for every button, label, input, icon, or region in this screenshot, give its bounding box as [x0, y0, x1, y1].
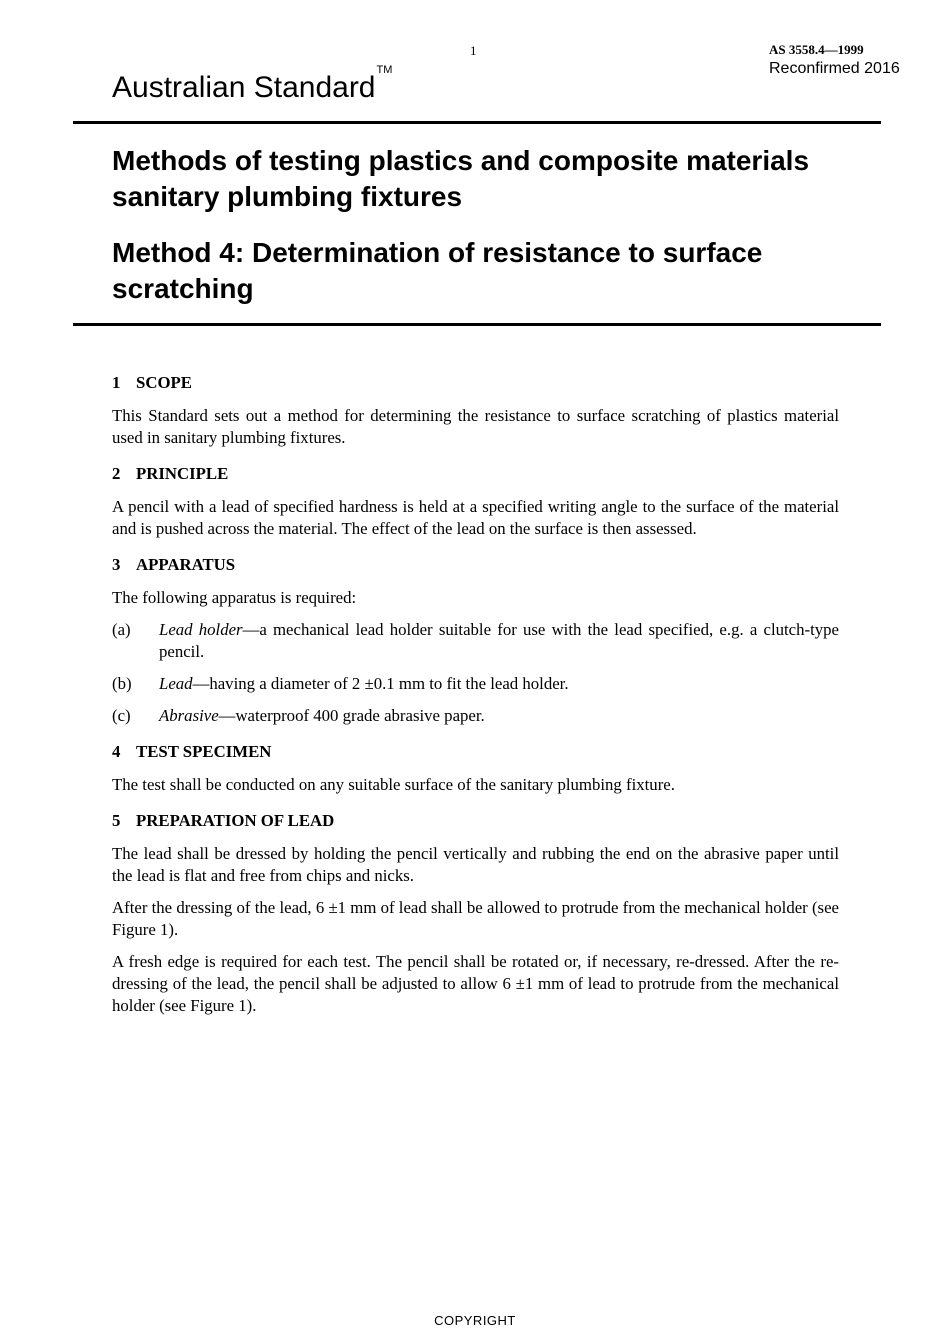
section-title: SCOPE	[136, 373, 192, 392]
document-title: Methods of testing plastics and composite materials sanitary plumbing fixtures	[112, 145, 810, 212]
list-label: (a)	[112, 620, 131, 639]
section-heading	[112, 810, 839, 832]
document-identifier: AS 3558.4—1999	[769, 42, 864, 57]
copyright-footer: COPYRIGHT	[434, 1313, 516, 1328]
brand-heading	[112, 64, 393, 106]
section-title: TEST SPECIMEN	[136, 742, 272, 761]
list-label: (b)	[112, 674, 132, 693]
method-title: Method 4: Determination of resistance to surface scratching	[112, 237, 763, 304]
list-item	[112, 619, 839, 663]
list-text	[159, 619, 839, 663]
section-title: APPARATUS	[136, 555, 236, 574]
list-term: Lead holder	[159, 620, 243, 639]
list-text	[159, 673, 839, 695]
section-apparatus	[112, 554, 839, 727]
list-term: Abrasive	[159, 706, 219, 725]
section-title: PREPARATION OF LEAD	[136, 811, 335, 830]
document-body	[112, 372, 839, 1031]
list-label: (c)	[112, 706, 131, 725]
top-rule	[73, 121, 881, 124]
section-number: 1	[112, 373, 121, 392]
list-item	[112, 673, 839, 695]
section-heading	[112, 463, 839, 485]
page-number: 1	[470, 43, 477, 58]
paragraph: The test shall be conducted on any suitable surface of the sanitary plumbing fixture.	[112, 775, 675, 794]
list-item	[112, 705, 839, 727]
list-description: —a mechanical lead holder suitable for use with the lead specified, e.g. a clutch-type pencil.	[159, 620, 839, 661]
paragraph: A fresh edge is required for each test. The pencil shall be rotated or, if necessary, re-dressed. After the re-dressing of the lead, the pencil shall be adjusted to allow 6 ±1 mm of lead to protrude from the mechanical holder (see Figure 1).	[112, 952, 839, 1015]
section-test-specimen	[112, 741, 839, 796]
section-number: 3	[112, 555, 121, 574]
section-heading	[112, 372, 839, 394]
trademark-mark: TM	[376, 64, 393, 76]
section-number: 2	[112, 464, 121, 483]
paragraph: The lead shall be dressed by holding the pencil vertically and rubbing the end on the abrasive paper until the lead is flat and free from chips and nicks.	[112, 844, 839, 885]
section-number: 4	[112, 742, 121, 761]
paragraph: This Standard sets out a method for determining the resistance to surface scratching of plastics material used in sanitary plumbing fixtures.	[112, 406, 839, 447]
list-term: Lead	[159, 674, 193, 693]
list-description: —waterproof 400 grade abrasive paper.	[218, 706, 485, 725]
section-heading	[112, 741, 839, 763]
list-description: —having a diameter of 2 ±0.1 mm to fit the lead holder.	[192, 674, 569, 693]
section-number: 5	[112, 811, 121, 830]
reconfirmed-note: Reconfirmed 2016	[769, 60, 900, 77]
paragraph: After the dressing of the lead, 6 ±1 mm of lead shall be allowed to protrude from the mechanical holder (see Figure 1).	[112, 898, 839, 939]
paragraph: The following apparatus is required:	[112, 588, 357, 607]
section-title: PRINCIPLE	[136, 464, 229, 483]
section-principle	[112, 463, 839, 540]
section-heading	[112, 554, 839, 576]
section-scope	[112, 372, 839, 449]
section-preparation-of-lead	[112, 810, 839, 1017]
bottom-rule	[73, 323, 881, 326]
list-text	[159, 705, 839, 727]
brand-name: Australian Standard	[112, 71, 376, 104]
paragraph: A pencil with a lead of specified hardness is held at a specified writing angle to the surface of the material and is pushed across the material. The effect of the lead on the surface is then assessed.	[112, 497, 839, 538]
